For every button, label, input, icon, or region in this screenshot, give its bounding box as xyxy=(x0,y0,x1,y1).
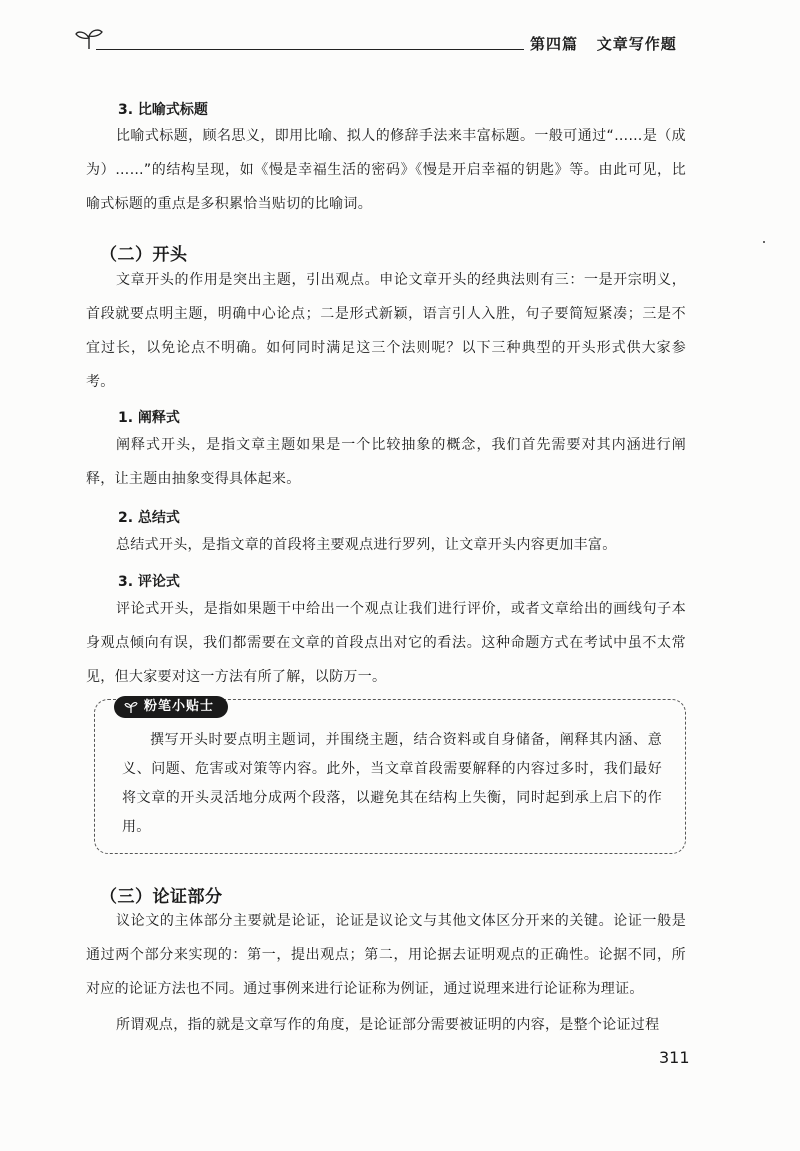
header-chapter: 第四篇 xyxy=(530,35,579,53)
margin-mark xyxy=(763,241,765,243)
header-rule xyxy=(96,49,524,50)
paragraph-opening-intro: 文章开头的作用是突出主题，引出观点。申论文章开头的经典法则有三：一是开宗明义，首段就要点明主题，明确中心论点；二是形式新颖，语言引人入胜，句子要简短紧凑；三是不宜过长，以免论点不明确。如何同时满足这三个法则呢？以下三种典型的开头形式供大家参考。 xyxy=(86,272,686,390)
subheading-explanatory: 1. 阐释式 xyxy=(118,410,180,426)
subheading-metaphor-title: 3. 比喻式标题 xyxy=(118,102,208,118)
section-heading-argument: （三）论证部分 xyxy=(100,887,223,907)
paragraph-argument-1: 议论文的主体部分主要就是论证，论证是议论文与其他文体区分开来的关键。论证一般是通过两个部分来实现的：第一，提出观点；第二，用论据去证明观点的正确性。论据不同，所对应的论证方法也不同。通过事例来进行论证称为例证，通过说理来进行论证称为理证。 xyxy=(86,913,686,997)
header-chapter-title xyxy=(530,33,677,54)
section-heading-opening: （二）开头 xyxy=(100,245,188,265)
paragraph-metaphor-title: 比喻式标题，顾名思义，即用比喻、拟人的修辞手法来丰富标题。一般可通过“……是（成为）……”的结构呈现，如《慢是幸福生活的密码》《慢是开启幸福的钥匙》等。由此可见，比喻式标题的重点是多积累恰当贴切的比喻词。 xyxy=(86,128,686,212)
tip-badge xyxy=(114,696,228,718)
tip-text: 撰写开头时要点明主题词，并围绕主题，结合资料或自身储备，阐释其内涵、意义、问题、危害或对策等内容。此外，当文章首段需要解释的内容过多时，我们最好将文章的开头灵活地分成两个段落，以避免其在结构上失衡，同时起到承上启下的作用。 xyxy=(122,732,662,835)
subheading-commentary: 3. 评论式 xyxy=(118,574,180,590)
header-title: 文章写作题 xyxy=(596,35,677,53)
sprout-icon xyxy=(124,700,138,714)
subheading-summary: 2. 总结式 xyxy=(118,510,180,526)
sprout-icon xyxy=(74,27,104,51)
page-number: 311 xyxy=(659,1048,690,1067)
paragraph-explanatory: 阐释式开头，是指文章主题如果是一个比较抽象的概念，我们首先需要对其内涵进行阐释，让主题由抽象变得具体起来。 xyxy=(86,437,686,487)
paragraph-commentary: 评论式开头，是指如果题干中给出一个观点让我们进行评价，或者文章给出的画线句子本身观点倾向有误，我们都需要在文章的首段点出对它的看法。这种命题方式在考试中虽不太常见，但大家要对这一方法有所了解，以防万一。 xyxy=(86,601,686,685)
paragraph-argument-2: 所谓观点，指的就是文章写作的角度，是论证部分需要被证明的内容，是整个论证过程 xyxy=(116,1017,660,1033)
tip-badge-label: 粉笔小贴士 xyxy=(144,699,215,714)
paragraph-summary: 总结式开头，是指文章的首段将主要观点进行罗列，让文章开头内容更加丰富。 xyxy=(116,537,617,553)
